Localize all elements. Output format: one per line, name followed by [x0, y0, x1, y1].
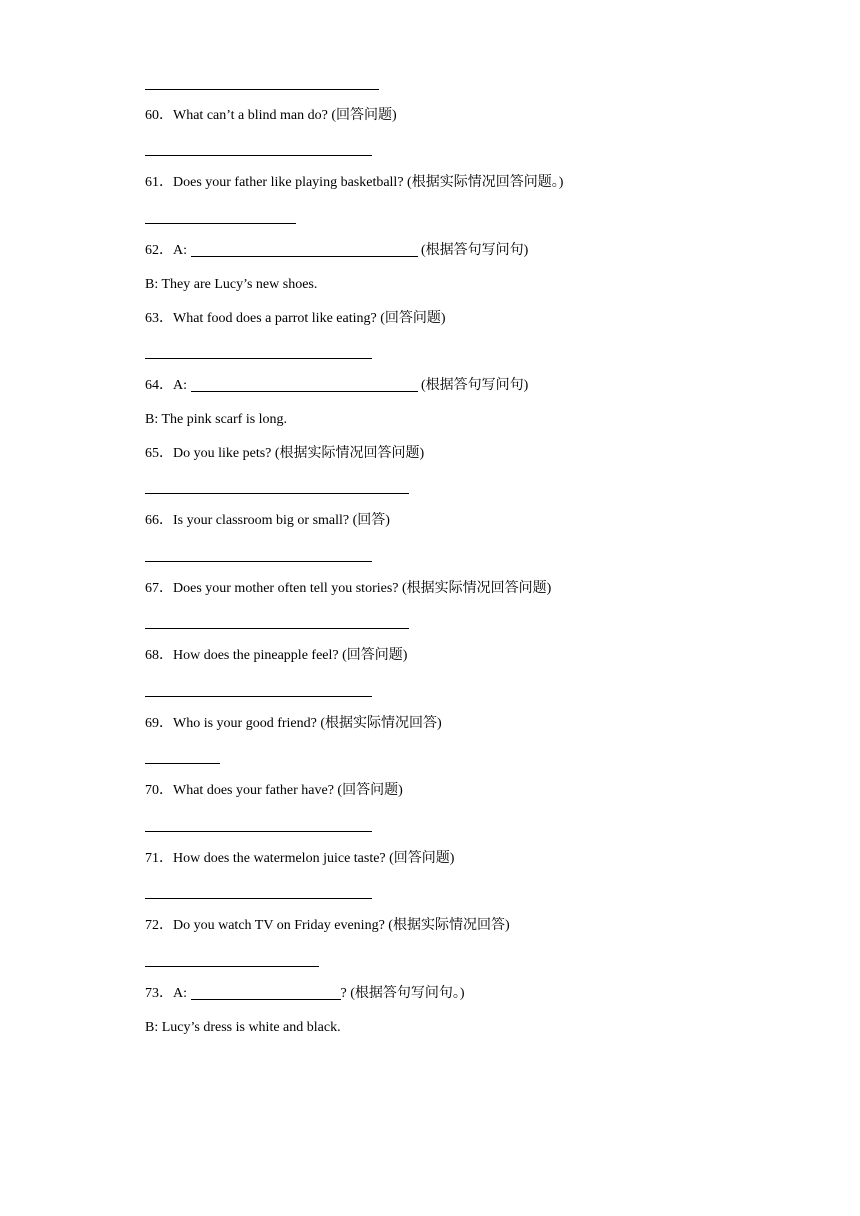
question-text: Do you like pets? (根据实际情况回答问题) — [173, 446, 425, 461]
question-text: Do you watch TV on Friday evening? (根据实际情况回答) — [173, 918, 510, 933]
answer-line-66[interactable] — [145, 561, 372, 562]
question-text: How does the pineapple feel? (回答问题) — [173, 648, 408, 663]
question-number: 66． — [145, 513, 173, 528]
question-number: 67． — [145, 581, 173, 596]
question-number: 71． — [145, 851, 173, 866]
question-text: Does your mother often tell you stories? (根据实际情况回答问题) — [173, 581, 552, 596]
speaker-a-label: A: — [173, 986, 187, 1001]
answer-line-71[interactable] — [145, 898, 372, 899]
question-65 — [145, 445, 424, 463]
question-number: 64． — [145, 378, 173, 393]
speaker-a-label: A: — [173, 378, 187, 393]
question-72 — [145, 917, 510, 935]
answer-blank-62[interactable] — [191, 256, 418, 257]
question-number: 69． — [145, 716, 173, 731]
answer-blank-64[interactable] — [191, 391, 418, 392]
question-text: Is your classroom big or small? (回答) — [173, 513, 390, 528]
answer-line-69[interactable] — [145, 763, 220, 764]
question-number: 62． — [145, 243, 173, 258]
answer-b-64: B: The pink scarf is long. — [145, 412, 288, 427]
question-64 — [145, 377, 528, 395]
question-70 — [145, 782, 403, 800]
question-number: 72． — [145, 918, 173, 933]
speaker-a-label: A: — [173, 243, 187, 258]
question-instruction: (根据答句写问句) — [421, 378, 529, 393]
question-60 — [145, 107, 397, 125]
question-instruction: (根据答句写问句) — [421, 243, 529, 258]
answer-b-62: B: They are Lucy’s new shoes. — [145, 277, 318, 292]
question-instruction: ? (根据答句写问句。) — [340, 986, 465, 1001]
question-68 — [145, 647, 407, 665]
question-69 — [145, 715, 442, 733]
question-number: 70． — [145, 783, 173, 798]
question-number: 61． — [145, 175, 173, 190]
answer-line-72[interactable] — [145, 966, 319, 967]
question-62 — [145, 242, 528, 260]
question-number: 63． — [145, 311, 173, 326]
answer-line-60[interactable] — [145, 155, 372, 156]
question-67 — [145, 580, 551, 598]
answer-line-61[interactable] — [145, 223, 296, 224]
question-number: 68． — [145, 648, 173, 663]
answer-line-68[interactable] — [145, 696, 372, 697]
answer-line-59[interactable] — [145, 89, 379, 90]
question-text: What food does a parrot like eating? (回答问题) — [173, 311, 446, 326]
question-61 — [145, 174, 563, 192]
question-text: What does your father have? (回答问题) — [173, 783, 403, 798]
question-66 — [145, 512, 390, 530]
question-63 — [145, 310, 446, 328]
question-text: Does your father like playing basketball? (根据实际情况回答问题。) — [173, 175, 564, 190]
question-number: 65． — [145, 446, 173, 461]
question-71 — [145, 850, 454, 868]
question-text: Who is your good friend? (根据实际情况回答) — [173, 716, 442, 731]
answer-b-73: B: Lucy’s dress is white and black. — [145, 1020, 341, 1035]
question-number: 73． — [145, 986, 173, 1001]
answer-line-70[interactable] — [145, 831, 372, 832]
question-number: 60． — [145, 108, 173, 123]
question-text: How does the watermelon juice taste? (回答问题) — [173, 851, 455, 866]
answer-blank-73[interactable] — [191, 999, 341, 1000]
answer-line-63[interactable] — [145, 358, 372, 359]
answer-line-67[interactable] — [145, 628, 409, 629]
question-73 — [145, 985, 465, 1003]
question-text: What can’t a blind man do? (回答问题) — [173, 108, 397, 123]
answer-line-65[interactable] — [145, 493, 409, 494]
